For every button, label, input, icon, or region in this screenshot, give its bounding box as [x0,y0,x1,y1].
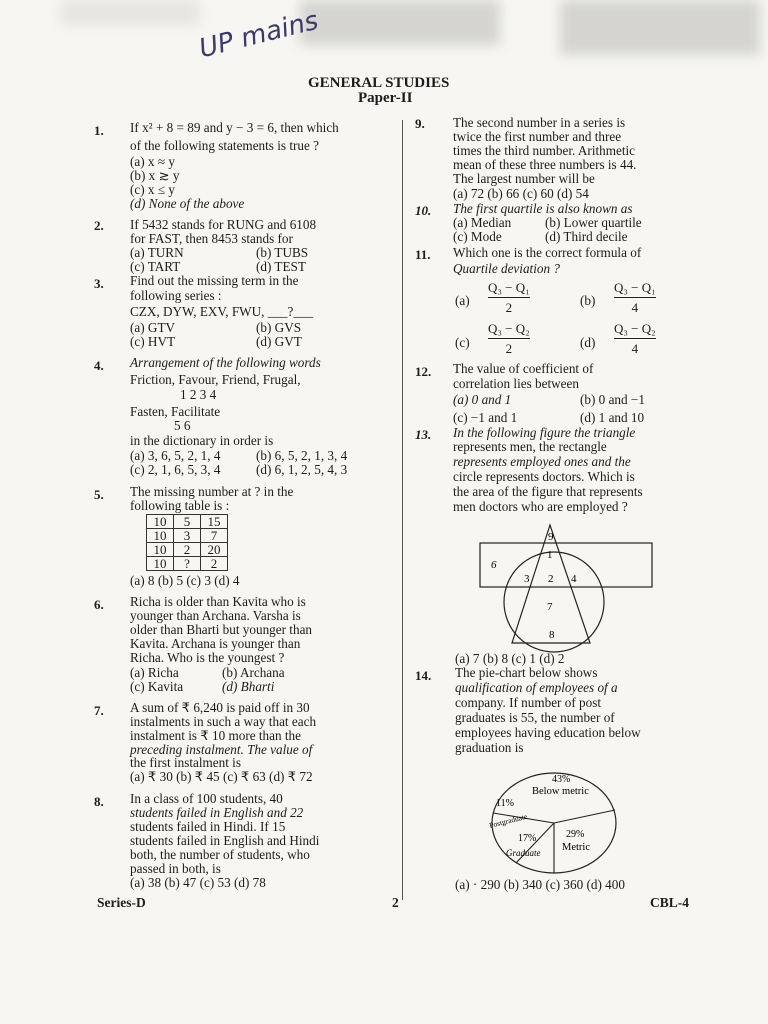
table-cell: 20 [201,543,228,557]
option: (c) HVT [130,334,176,349]
question-text: The second number in a series is [453,115,626,130]
question-text: instalments in such a way that each [130,714,317,729]
question-text: In a class of 100 students, 40 [130,791,283,806]
slice-label: Metric [562,842,590,853]
question-number: 1. [94,123,104,138]
fraction-numerator: Q₃ − Q₂ [614,321,656,336]
fraction-denominator: 4 [631,341,639,356]
question-text: the first instalment is [130,755,241,770]
venn-figure [470,515,670,655]
question-text: The first quartile is also known as [453,201,633,216]
option: (a) 3, 6, 5, 2, 1, 4 [130,448,221,463]
table-row [147,557,228,571]
question-text: The pie-chart below shows [455,665,598,680]
question-text: following table is : [130,498,230,513]
question-text: graduates is 55, the number of [455,710,615,725]
page-subtitle: Paper-II [358,90,413,106]
fraction-denominator: 2 [505,341,513,356]
question-text: CZX, DYW, EXV, FWU, ___?___ [130,304,314,319]
question-text: for FAST, then 8453 stands for [130,231,293,246]
question-number: 12. [415,364,432,379]
table-cell: 2 [201,557,228,571]
question-text: students failed in Hindi. If 15 [130,819,286,834]
option: (c) TART [130,259,181,274]
option: (b) Archana [222,665,285,680]
page-title: GENERAL STUDIES [308,75,450,91]
column-divider [402,120,403,900]
table-cell: 10 [147,543,174,557]
question-text: If x² + 8 = 89 and y − 3 = 6, then which [130,120,339,135]
question-text: Kavita. Archana is younger than [130,636,301,651]
option-label: (b) [580,293,596,308]
slice-percent: 43% [552,774,571,785]
qualification-pie [484,768,624,878]
question-text: The missing number at ? in the [130,484,294,499]
options-row: (a) ₹ 30 (b) ₹ 45 (c) ₹ 63 (d) ₹ 72 [130,769,313,784]
booklet-code: CBL-4 [650,895,690,910]
question-number: 6. [94,597,104,612]
options-row: (a) 72 (b) 66 (c) 60 (d) 54 [453,186,589,201]
question-number: 4. [94,358,104,373]
question-text: twice the first number and three [453,129,622,144]
slice-label: Postgraduate [488,811,529,830]
question-text: in the dictionary in order is [130,433,274,448]
question-text: represents employed ones and the [453,454,631,469]
fraction-bar [614,297,656,298]
option-label: (d) [580,335,596,350]
slice-percent: 17% [518,833,537,844]
table-cell: 2 [174,543,201,557]
table-cell: 10 [147,515,174,529]
question-number: 7. [94,703,104,718]
question-number: 13. [415,427,432,442]
question-text: older than Bharti but younger than [130,622,313,637]
option: (c) −1 and 1 [453,410,518,425]
options-row: (a) 7 (b) 8 (c) 1 (d) 2 [455,651,565,666]
slice-label: Below metric [532,786,589,797]
table-row [147,529,228,543]
region-label: 2 [548,573,554,585]
question-text: qualification of employees of a [455,680,618,695]
fraction-denominator: 4 [631,300,639,315]
table-cell: 7 [201,529,228,543]
table-cell: 3 [174,529,201,543]
fraction-bar [614,338,656,339]
question-text: Quartile deviation ? [453,261,560,276]
options-row: (a) 38 (b) 47 (c) 53 (d) 78 [130,875,266,890]
question-text: The value of coefficient of [453,361,594,376]
option: (a) x ≈ y [130,154,175,169]
question-text: circle represents doctors. Which is [453,469,635,484]
question-text: preceding instalment. The value of [130,742,313,757]
scan-smudge [60,0,200,25]
page-number: 2 [392,895,399,910]
option: (b) GVS [256,320,302,335]
table-row [147,515,228,529]
option: (d) GVT [256,334,302,349]
option-label: (c) [455,335,470,350]
option: (a) Median [453,215,512,230]
fraction-denominator: 2 [505,300,513,315]
fraction-numerator: Q₃ − Q₁ [614,280,656,295]
question-text: If 5432 stands for RUNG and 6108 [130,217,317,232]
question-text: correlation lies between [453,376,579,391]
question-number: 3. [94,276,104,291]
option: (c) Mode [453,229,502,244]
option-label: (a) [455,293,470,308]
question-text: younger than Archana. Varsha is [130,608,301,623]
question-text: The largest number will be [453,171,595,186]
option: (a) TURN [130,245,184,260]
question-text: Arrangement of the following words [130,355,321,370]
option: (d) None of the above [130,196,245,211]
formula-fraction [614,280,656,315]
scan-smudge [560,0,760,55]
region-label: 4 [571,573,577,585]
question-text: mean of these three numbers is 44. [453,157,637,172]
question-text: passed in both, is [130,861,221,876]
formula-fraction [488,280,530,315]
formula-fraction [614,321,656,356]
option: (d) 6, 1, 2, 5, 4, 3 [256,462,348,477]
slice-label: Graduate [506,848,541,858]
handwritten-note: UP mains [196,5,322,65]
region-label: 9 [548,531,554,543]
option: (a) 0 and 1 [453,392,512,407]
question-text: represents men, the rectangle [453,439,607,454]
option: (c) Kavita [130,679,184,694]
table-cell: 10 [147,557,174,571]
question-number: 11. [415,247,431,262]
question-text: Richa is older than Kavita who is [130,594,306,609]
region-label: 3 [524,573,530,585]
fraction-bar [488,338,530,339]
option: (d) Bharti [222,679,275,694]
question-text: Fasten, Facilitate [130,404,221,419]
option: (b) Lower quartile [545,215,642,230]
slice-percent: 29% [566,829,585,840]
question-text: Richa. Who is the youngest ? [130,650,285,665]
region-label: 6 [491,559,497,571]
question-number: 2. [94,218,104,233]
region-label: 8 [549,629,555,641]
option: (c) x ≤ y [130,182,175,197]
table-cell: 5 [174,515,201,529]
options-row: (a) 8 (b) 5 (c) 3 (d) 4 [130,573,240,588]
question-text: students failed in English and 22 [130,805,304,820]
slice-percent: 11% [496,798,514,809]
series-label: Series-D [97,895,146,910]
question-number: 10. [415,203,432,218]
question-number: 5. [94,487,104,502]
fraction-numerator: Q₃ − Q₁ [488,280,530,295]
table-row [147,543,228,557]
region-label: 7 [547,601,553,613]
question-text: graduation is [455,740,524,755]
word-index: 1 2 3 4 [180,387,217,402]
question-text: Friction, Favour, Friend, Frugal, [130,372,301,387]
option: (b) 0 and −1 [580,392,645,407]
option: (a) GTV [130,320,176,335]
question-text: men doctors who are employed ? [453,499,628,514]
table-cell: ? [174,557,201,571]
question-text: times the third number. Arithmetic [453,143,636,158]
question-number: 8. [94,794,104,809]
number-table [146,514,228,571]
question-text: students failed in English and Hindi [130,833,320,848]
option: (b) 6, 5, 2, 1, 3, 4 [256,448,348,463]
question-text: both, the number of students, who [130,847,310,862]
fraction-bar [488,297,530,298]
pie-divider [554,810,615,823]
question-text: instalment is ₹ 10 more than the [130,728,302,743]
option: (a) Richa [130,665,179,680]
rectangle-employed [480,543,652,587]
question-number: 9. [415,116,425,131]
question-text: Which one is the correct formula of [453,245,642,260]
table-cell: 10 [147,529,174,543]
question-text: of the following statements is true ? [130,138,319,153]
question-number: 14. [415,668,432,683]
option: (d) Third decile [545,229,628,244]
table-cell: 15 [201,515,228,529]
question-text: A sum of ₹ 6,240 is paid off in 30 [130,700,310,715]
question-text: following series : [130,288,222,303]
option: (c) 2, 1, 6, 5, 3, 4 [130,462,221,477]
word-index: 5 6 [174,418,191,433]
option: (d) 1 and 10 [580,410,645,425]
question-text: Find out the missing term in the [130,273,299,288]
option: (b) TUBS [256,245,309,260]
option: (b) x ≳ y [130,168,180,183]
question-text: company. If number of post [455,695,602,710]
question-text: In the following figure the triangle [453,425,636,440]
options-row: (a) · 290 (b) 340 (c) 360 (d) 400 [455,877,625,892]
option: (d) TEST [256,259,306,274]
region-label: 1 [547,549,553,561]
fraction-numerator: Q₃ − Q₂ [488,321,530,336]
scan-smudge [300,0,500,45]
formula-fraction [488,321,530,356]
question-text: employees having education below [455,725,641,740]
question-text: the area of the figure that represents [453,484,643,499]
